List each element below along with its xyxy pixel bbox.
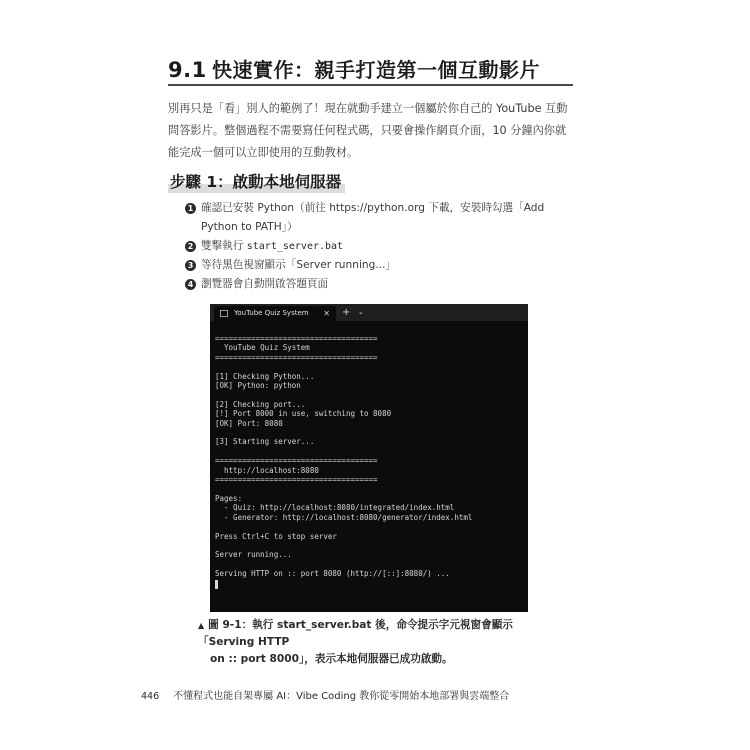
triangle-icon: ▲ — [198, 621, 205, 630]
figure-caption — [198, 617, 558, 668]
close-icon[interactable]: ✕ — [323, 309, 330, 318]
steps-list — [185, 199, 580, 294]
page-footer — [141, 690, 509, 704]
section-number: 9.1 — [168, 58, 207, 82]
step-heading-text: 步驟 1：啟動本地伺服器 — [170, 173, 342, 191]
terminal-tab[interactable] — [214, 306, 336, 321]
number-badge: 2 — [185, 241, 196, 252]
chevron-down-icon[interactable]: ⌄ — [358, 308, 364, 316]
caption-line-1: 圖 9-1：執行 start_server.bat 後，命令提示字元視窗會顯示「Serving HTTP — [198, 619, 513, 648]
list-item — [185, 237, 580, 256]
terminal-tab-title: YouTube Quiz System — [234, 309, 309, 317]
filename-code: start_server.bat — [246, 241, 344, 252]
caption-line-2: on :: port 8000」，表示本地伺服器已成功啟動。 — [210, 653, 453, 665]
step-heading — [168, 170, 345, 194]
number-badge: 3 — [185, 260, 196, 271]
step-text: 確認已安裝 Python（前往 https://python.org 下載，安裝時勾選「Add Python to PATH」） — [201, 202, 545, 233]
list-item — [185, 256, 580, 275]
number-badge: 4 — [185, 279, 196, 290]
page-number: 446 — [141, 691, 160, 702]
terminal-cursor — [215, 580, 218, 589]
step-text: 等待黑色視窗顯示「Server running...」 — [201, 259, 397, 271]
section-heading: 快速實作：親手打造第一個互動影片 — [212, 58, 540, 82]
terminal-tab-bar — [210, 304, 528, 321]
new-tab-icon[interactable]: + — [342, 307, 351, 318]
terminal-icon — [220, 310, 228, 317]
number-badge: 1 — [185, 203, 196, 214]
intro-paragraph: 別再只是「看」別人的範例了！現在就動手建立一個屬於你自己的 YouTube 互動問答影片。整個過程不需要寫任何程式碼，只要會操作網頁介面，10 分鐘內你就能完成一個可以立即使用的互動教材。 — [168, 102, 568, 159]
book-title: 不懂程式也能自架專屬 AI：Vibe Coding 教你從零開始本地部署與雲端整合 — [173, 691, 510, 702]
list-item — [185, 275, 580, 294]
terminal-output: ==================================== YouTube Quiz System ==================================== [1] Checking Python... [OK] Python: python [2] Checking port... [!] Port 8000 in use, switching to 8080 [OK] Port: 8080 [3] Starting server... ==================================== http://localhost:8080 ==================================== Pages: - Quiz: http://localhost:8080/integrated/index.html - Generator: http://localhost:8080/generator/index.html Press Ctrl+C to stop server Server running... Serving HTTP on :: port 8080 (http://[::]:8080/) ... — [215, 334, 473, 579]
terminal-window — [210, 304, 528, 612]
step-text: 瀏覽器會自動開啟答題頁面 — [201, 278, 329, 290]
list-item — [185, 199, 580, 237]
title-divider — [168, 84, 573, 86]
step-text: 雙擊執行 — [201, 240, 247, 252]
